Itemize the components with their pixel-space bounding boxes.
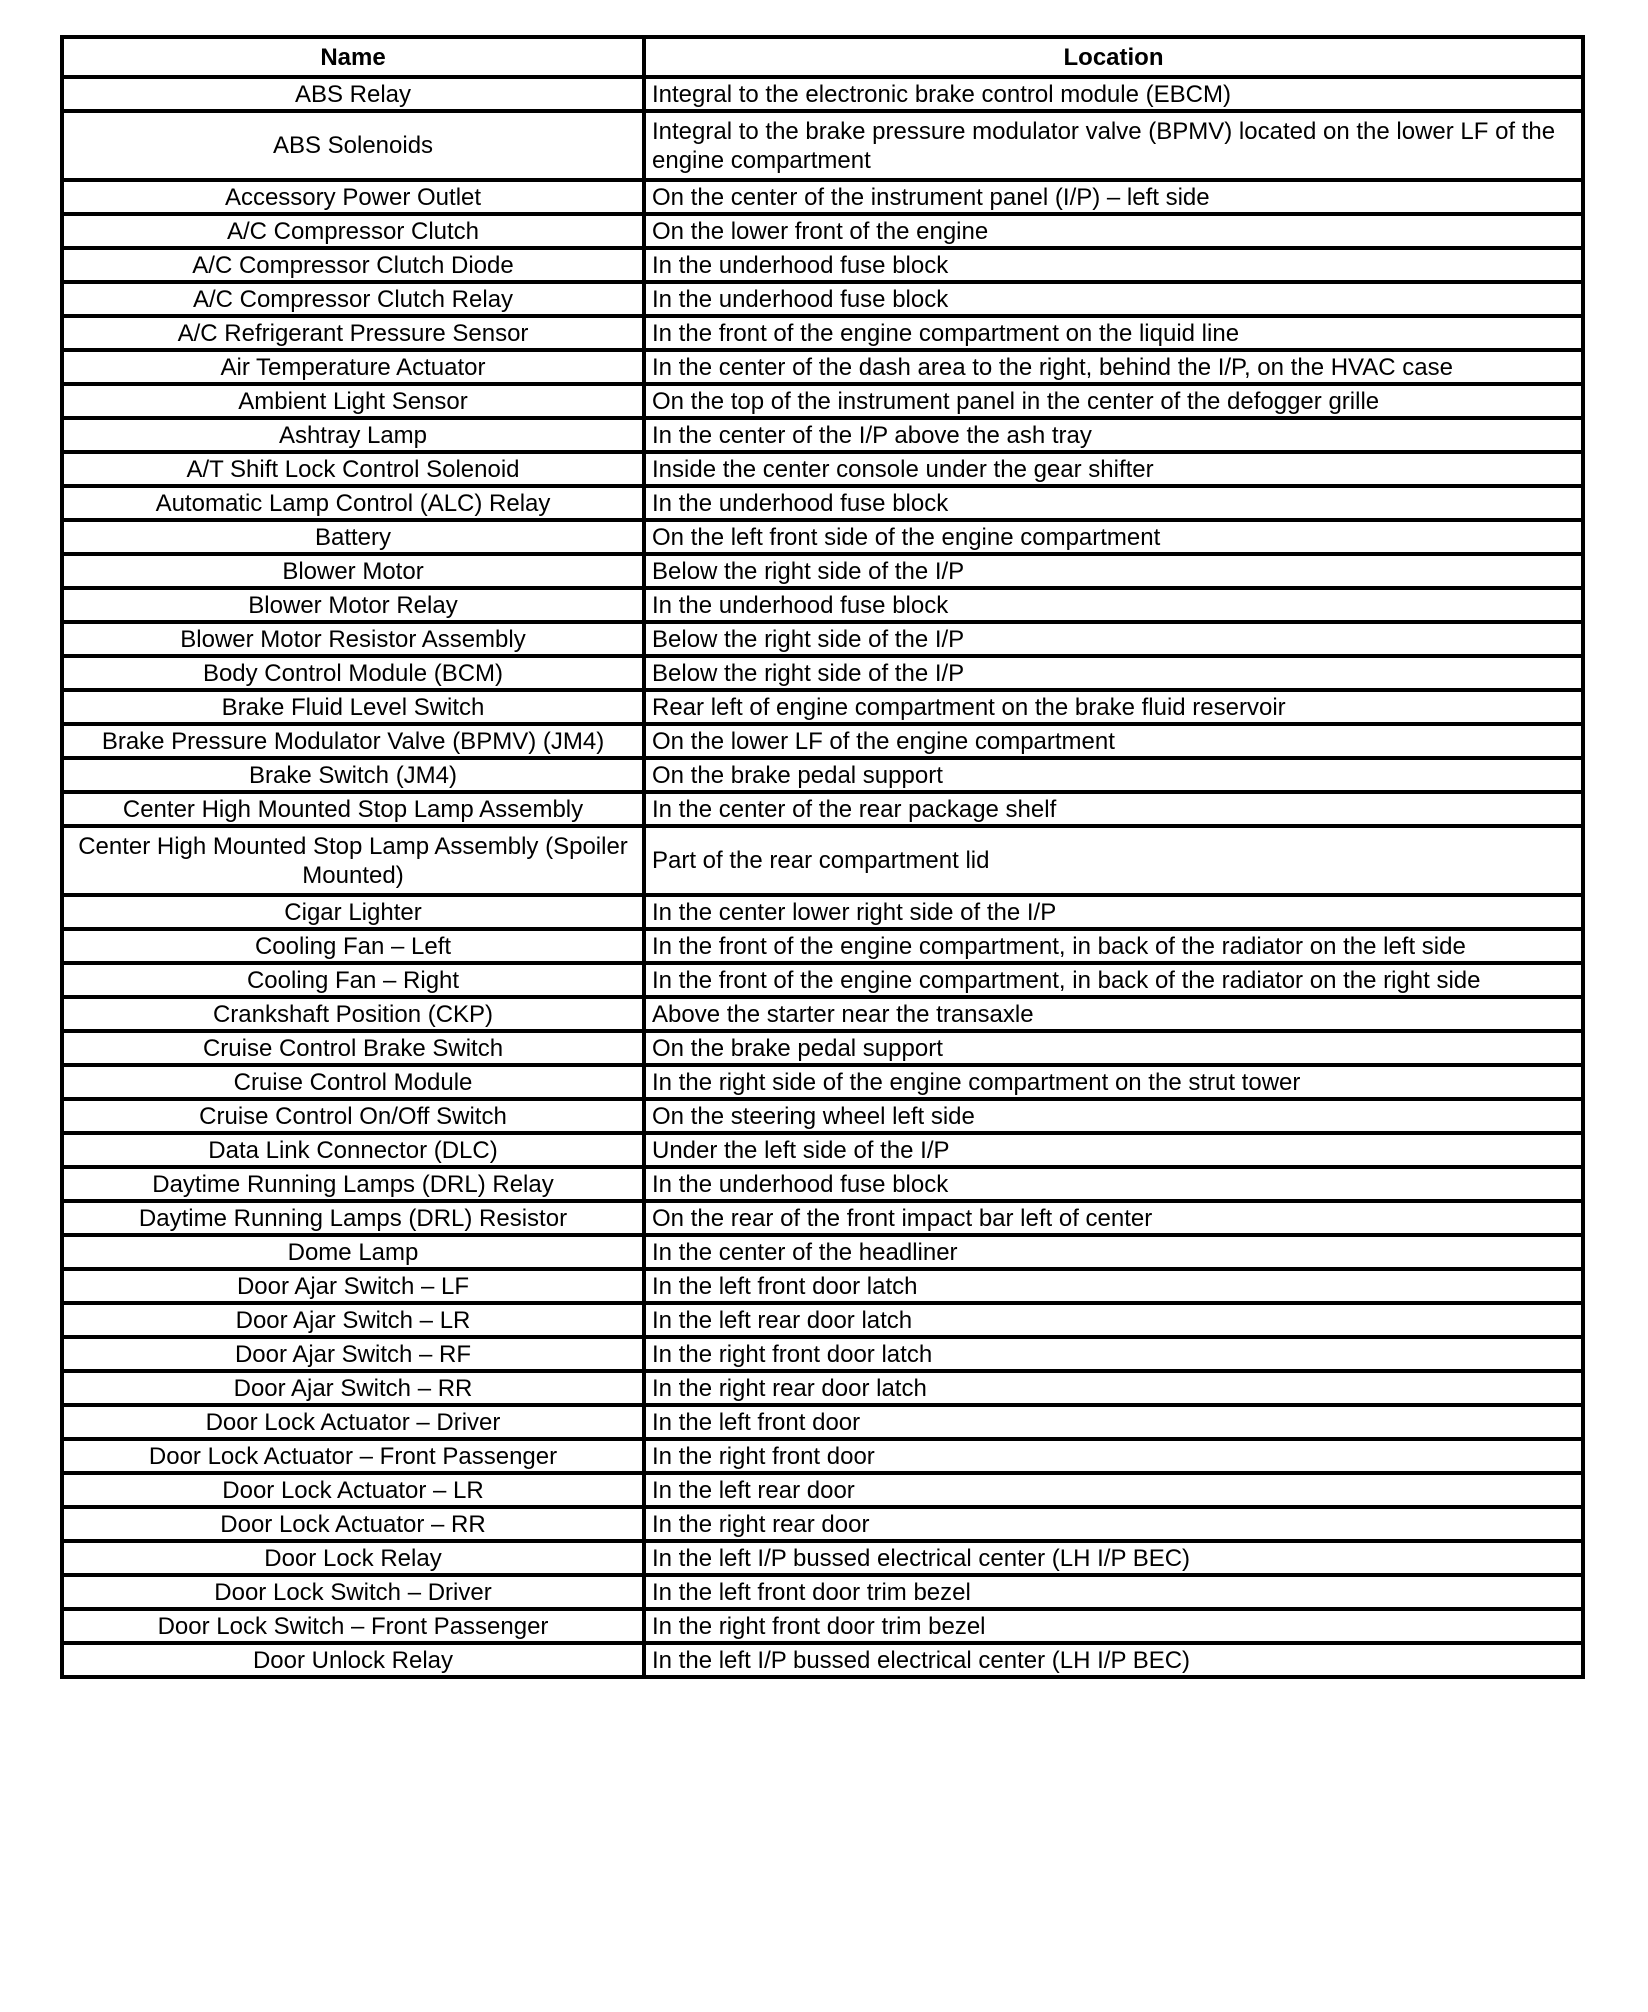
table-row <box>62 316 1583 350</box>
component-location: Below the right side of the I/P <box>644 554 1583 588</box>
table-row <box>62 520 1583 554</box>
component-location: In the right front door <box>644 1439 1583 1473</box>
component-name: Door Ajar Switch – RF <box>62 1337 644 1371</box>
table-row <box>62 1065 1583 1099</box>
component-location: In the center of the rear package shelf <box>644 792 1583 826</box>
component-name: ABS Relay <box>62 77 644 111</box>
component-name: Accessory Power Outlet <box>62 180 644 214</box>
component-name: Brake Switch (JM4) <box>62 758 644 792</box>
component-name: Door Lock Relay <box>62 1541 644 1575</box>
component-location: In the left front door latch <box>644 1269 1583 1303</box>
table-row <box>62 1507 1583 1541</box>
table-row <box>62 792 1583 826</box>
table-row <box>62 248 1583 282</box>
component-location: On the lower LF of the engine compartment <box>644 724 1583 758</box>
component-location: Above the starter near the transaxle <box>644 997 1583 1031</box>
table-row <box>62 1133 1583 1167</box>
component-name: A/C Refrigerant Pressure Sensor <box>62 316 644 350</box>
table-row <box>62 963 1583 997</box>
component-name: Door Unlock Relay <box>62 1643 644 1677</box>
table-row <box>62 452 1583 486</box>
table-row <box>62 929 1583 963</box>
component-location: In the front of the engine compartment on the liquid line <box>644 316 1583 350</box>
component-name: Ambient Light Sensor <box>62 384 644 418</box>
component-location: In the underhood fuse block <box>644 282 1583 316</box>
table-row <box>62 1337 1583 1371</box>
table-row <box>62 282 1583 316</box>
table-row <box>62 418 1583 452</box>
table-row <box>62 1405 1583 1439</box>
component-name: A/T Shift Lock Control Solenoid <box>62 452 644 486</box>
component-location: On the steering wheel left side <box>644 1099 1583 1133</box>
component-location: Part of the rear compartment lid <box>644 826 1583 895</box>
component-location: In the right front door latch <box>644 1337 1583 1371</box>
component-name: Cigar Lighter <box>62 895 644 929</box>
table-row <box>62 724 1583 758</box>
table-row <box>62 1439 1583 1473</box>
table-row <box>62 1609 1583 1643</box>
component-location: In the right front door trim bezel <box>644 1609 1583 1643</box>
table-row <box>62 1643 1583 1677</box>
component-location: In the underhood fuse block <box>644 486 1583 520</box>
component-location: In the center of the dash area to the right, behind the I/P, on the HVAC case <box>644 350 1583 384</box>
component-name: Battery <box>62 520 644 554</box>
table-row <box>62 1031 1583 1065</box>
component-location: On the brake pedal support <box>644 1031 1583 1065</box>
component-name: Door Lock Actuator – Driver <box>62 1405 644 1439</box>
component-name: Cruise Control Module <box>62 1065 644 1099</box>
component-location: In the right side of the engine compartment on the strut tower <box>644 1065 1583 1099</box>
component-name: Door Lock Actuator – LR <box>62 1473 644 1507</box>
table-row <box>62 1473 1583 1507</box>
component-location: In the left I/P bussed electrical center (LH I/P BEC) <box>644 1541 1583 1575</box>
component-location: On the top of the instrument panel in the center of the defogger grille <box>644 384 1583 418</box>
table-row <box>62 1269 1583 1303</box>
component-name: A/C Compressor Clutch <box>62 214 644 248</box>
component-location: On the brake pedal support <box>644 758 1583 792</box>
table-row <box>62 384 1583 418</box>
table-row <box>62 1167 1583 1201</box>
component-name: Door Lock Switch – Driver <box>62 1575 644 1609</box>
component-name: Door Lock Actuator – RR <box>62 1507 644 1541</box>
component-location: In the center of the I/P above the ash tray <box>644 418 1583 452</box>
component-location: In the center of the headliner <box>644 1235 1583 1269</box>
component-location: In the right rear door <box>644 1507 1583 1541</box>
component-name: Center High Mounted Stop Lamp Assembly <box>62 792 644 826</box>
component-location: In the center lower right side of the I/P <box>644 895 1583 929</box>
component-location: In the left rear door <box>644 1473 1583 1507</box>
table-row <box>62 554 1583 588</box>
component-location: Rear left of engine compartment on the brake fluid reservoir <box>644 690 1583 724</box>
component-name: Brake Fluid Level Switch <box>62 690 644 724</box>
component-location: Under the left side of the I/P <box>644 1133 1583 1167</box>
component-name: Cruise Control Brake Switch <box>62 1031 644 1065</box>
header-row <box>62 37 1583 77</box>
component-name: Air Temperature Actuator <box>62 350 644 384</box>
component-location: Below the right side of the I/P <box>644 656 1583 690</box>
component-name: Automatic Lamp Control (ALC) Relay <box>62 486 644 520</box>
table-row <box>62 111 1583 180</box>
component-name: Dome Lamp <box>62 1235 644 1269</box>
table-row <box>62 1541 1583 1575</box>
component-name: Cooling Fan – Left <box>62 929 644 963</box>
component-location: Inside the center console under the gear shifter <box>644 452 1583 486</box>
component-name: Crankshaft Position (CKP) <box>62 997 644 1031</box>
table-row <box>62 180 1583 214</box>
table-row <box>62 1575 1583 1609</box>
component-name: Door Lock Switch – Front Passenger <box>62 1609 644 1643</box>
table-body <box>62 77 1583 1677</box>
component-name: Door Lock Actuator – Front Passenger <box>62 1439 644 1473</box>
table-row <box>62 895 1583 929</box>
component-name: Center High Mounted Stop Lamp Assembly (Spoiler Mounted) <box>62 826 644 895</box>
component-name: Door Ajar Switch – RR <box>62 1371 644 1405</box>
table-row <box>62 656 1583 690</box>
component-location: In the left front door <box>644 1405 1583 1439</box>
component-location: Below the right side of the I/P <box>644 622 1583 656</box>
component-name: Cruise Control On/Off Switch <box>62 1099 644 1133</box>
component-name: A/C Compressor Clutch Diode <box>62 248 644 282</box>
component-location: Integral to the electronic brake control module (EBCM) <box>644 77 1583 111</box>
component-name: Cooling Fan – Right <box>62 963 644 997</box>
table-row <box>62 486 1583 520</box>
component-name: Daytime Running Lamps (DRL) Resistor <box>62 1201 644 1235</box>
component-location: On the center of the instrument panel (I/P) – left side <box>644 180 1583 214</box>
component-name: A/C Compressor Clutch Relay <box>62 282 644 316</box>
table-row <box>62 1099 1583 1133</box>
component-location: In the right rear door latch <box>644 1371 1583 1405</box>
table-row <box>62 350 1583 384</box>
component-location: On the rear of the front impact bar left of center <box>644 1201 1583 1235</box>
component-location: In the front of the engine compartment, in back of the radiator on the right side <box>644 963 1583 997</box>
component-location-table <box>60 35 1585 1679</box>
table-row <box>62 690 1583 724</box>
table-row <box>62 826 1583 895</box>
component-name: Data Link Connector (DLC) <box>62 1133 644 1167</box>
component-name: Blower Motor <box>62 554 644 588</box>
table-row <box>62 758 1583 792</box>
component-name: Brake Pressure Modulator Valve (BPMV) (JM4) <box>62 724 644 758</box>
component-location: In the left I/P bussed electrical center (LH I/P BEC) <box>644 1643 1583 1677</box>
component-name: ABS Solenoids <box>62 111 644 180</box>
component-location: On the left front side of the engine compartment <box>644 520 1583 554</box>
component-location: On the lower front of the engine <box>644 214 1583 248</box>
table-row <box>62 1201 1583 1235</box>
component-name: Ashtray Lamp <box>62 418 644 452</box>
component-name: Blower Motor Relay <box>62 588 644 622</box>
table-row <box>62 1235 1583 1269</box>
table-row <box>62 214 1583 248</box>
table-row <box>62 622 1583 656</box>
component-location: In the underhood fuse block <box>644 248 1583 282</box>
table-row <box>62 77 1583 111</box>
location-column-header: Location <box>644 37 1583 77</box>
table-row <box>62 1303 1583 1337</box>
component-location: Integral to the brake pressure modulator valve (BPMV) located on the lower LF of the engine compartment <box>644 111 1583 180</box>
table-row <box>62 1371 1583 1405</box>
table-row <box>62 588 1583 622</box>
component-name: Door Ajar Switch – LR <box>62 1303 644 1337</box>
component-name: Blower Motor Resistor Assembly <box>62 622 644 656</box>
component-location: In the front of the engine compartment, in back of the radiator on the left side <box>644 929 1583 963</box>
component-name: Body Control Module (BCM) <box>62 656 644 690</box>
table-row <box>62 997 1583 1031</box>
component-location: In the underhood fuse block <box>644 1167 1583 1201</box>
component-name: Daytime Running Lamps (DRL) Relay <box>62 1167 644 1201</box>
component-location: In the left front door trim bezel <box>644 1575 1583 1609</box>
component-location: In the underhood fuse block <box>644 588 1583 622</box>
component-location: In the left rear door latch <box>644 1303 1583 1337</box>
name-column-header: Name <box>62 37 644 77</box>
component-name: Door Ajar Switch – LF <box>62 1269 644 1303</box>
